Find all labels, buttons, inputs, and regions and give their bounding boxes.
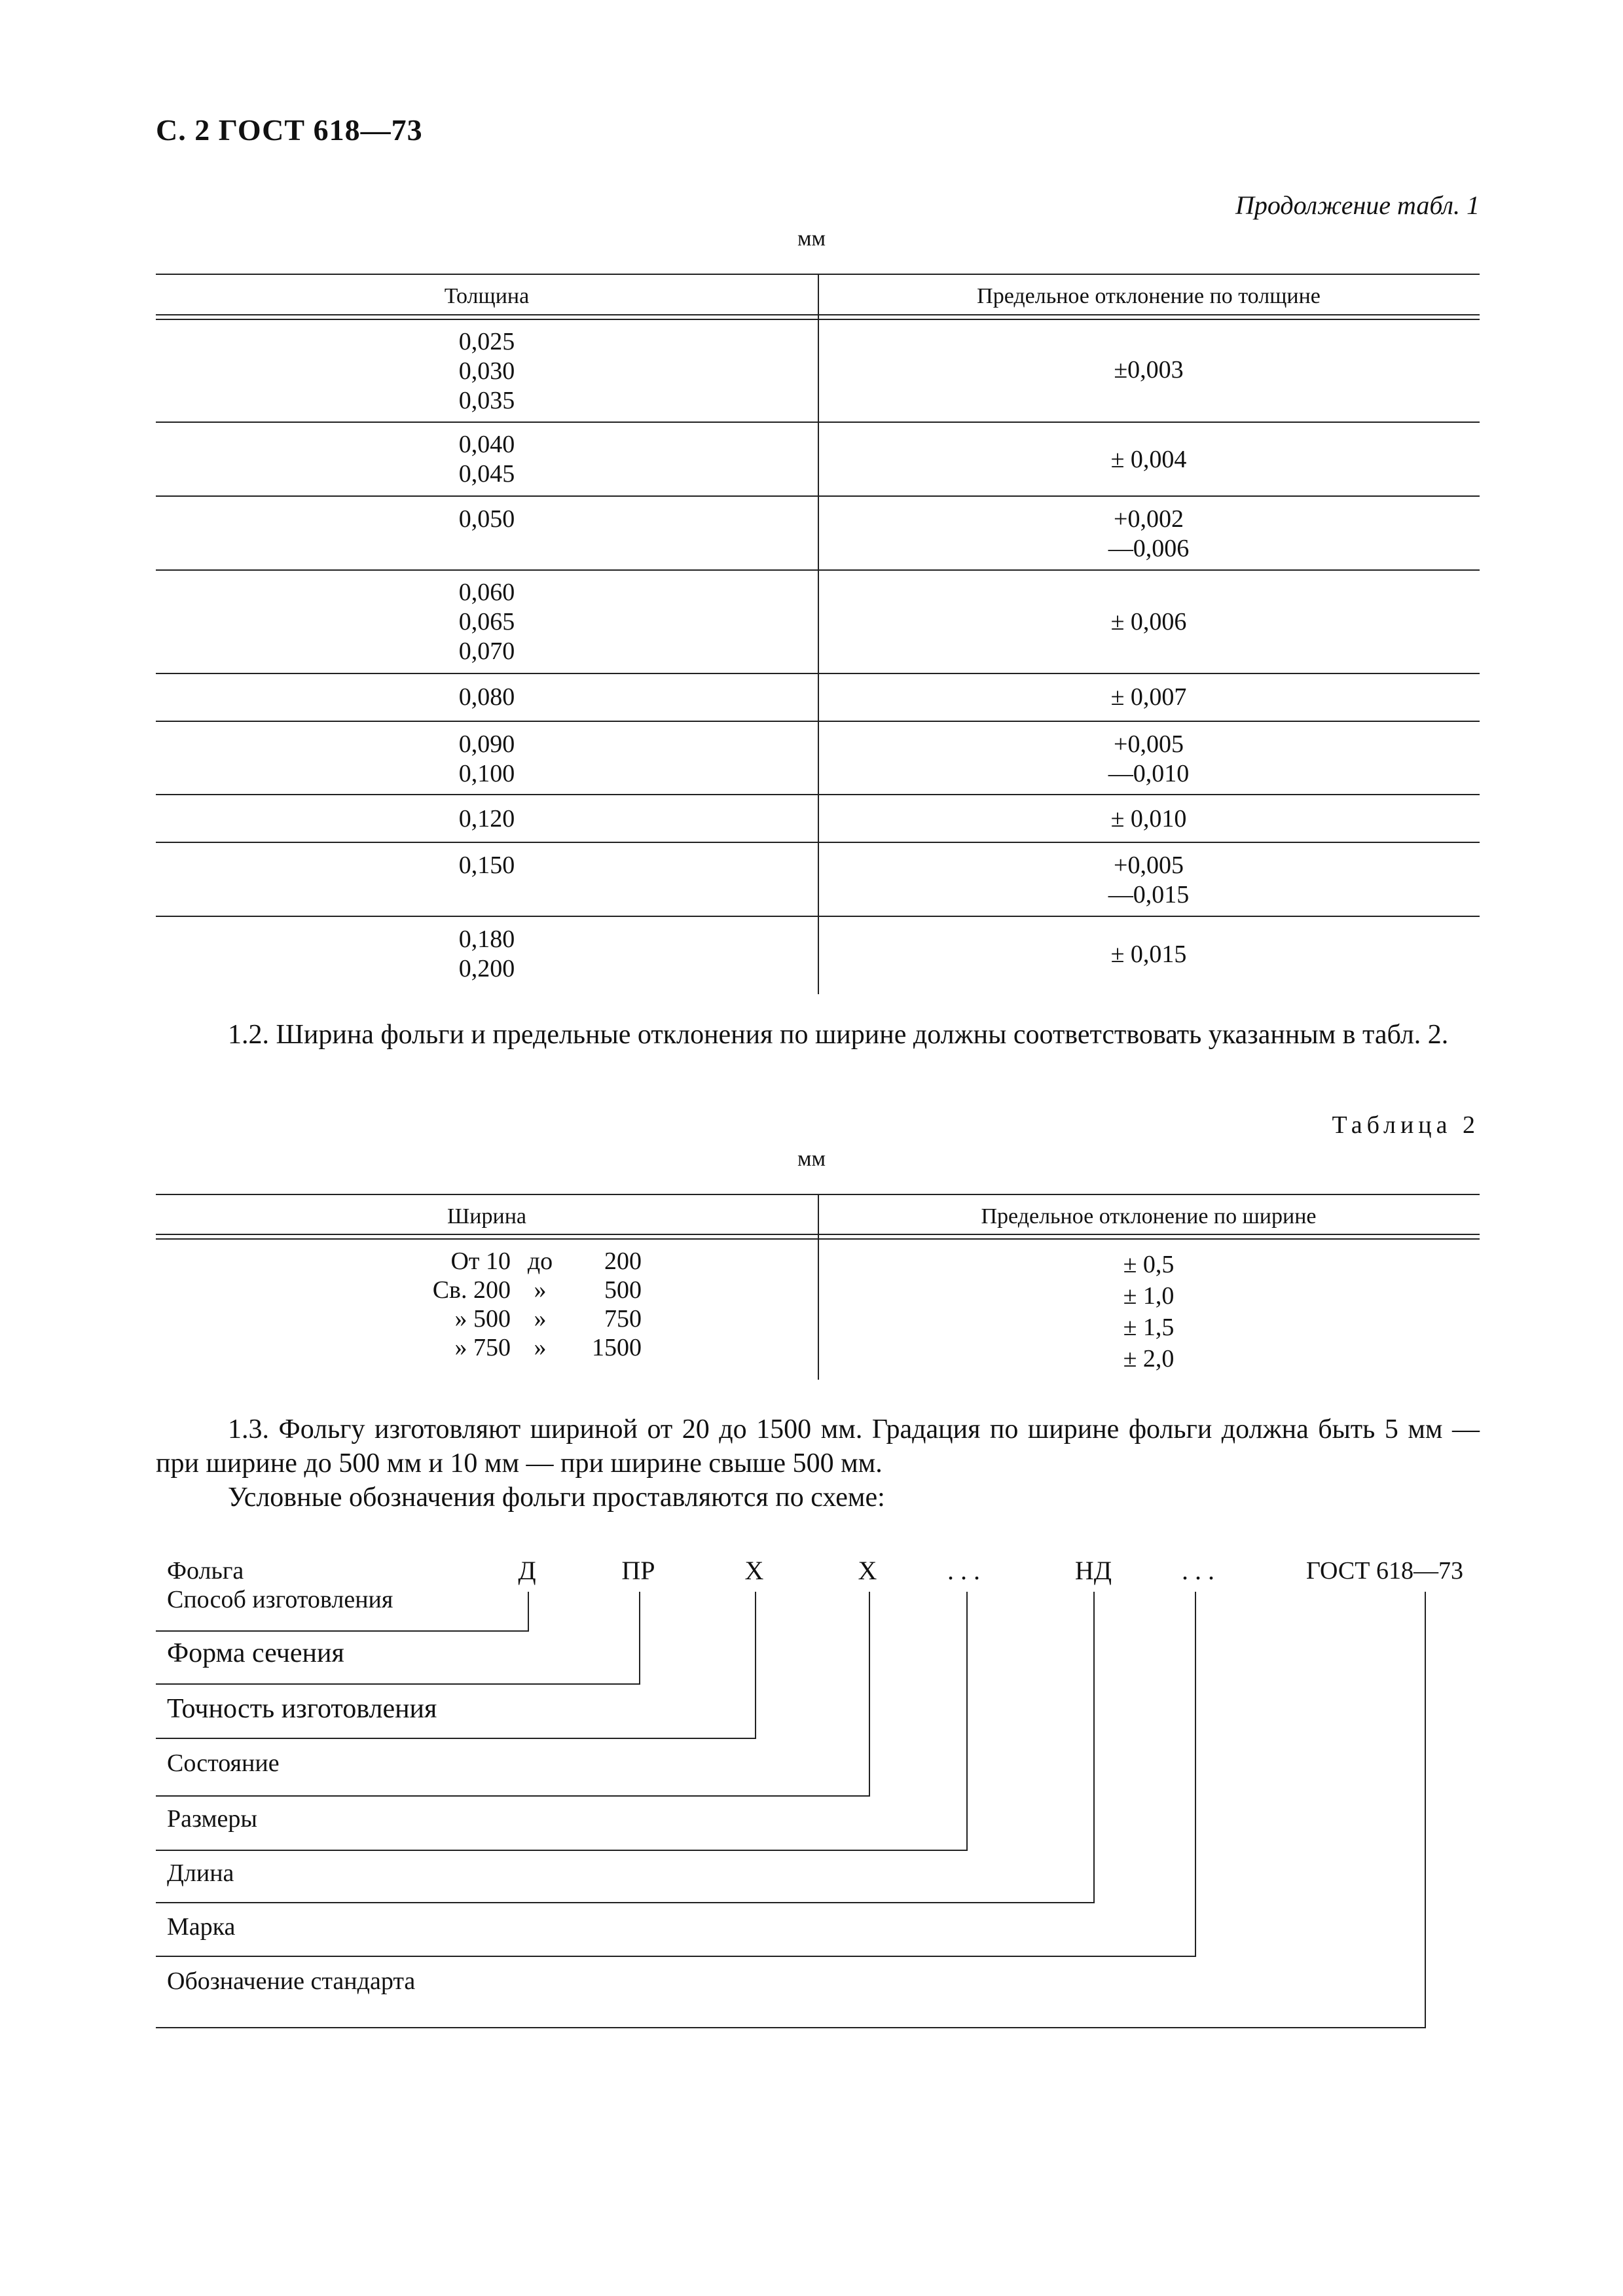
scheme-label-state: Состояние [167,1749,280,1777]
table1-row: 0,060 0,065 0,070 [458,579,515,665]
table1-deviation-cell: ± 0,010 [1110,805,1187,833]
scheme-label-standard: Обозначение стандарта [167,1967,416,1995]
table1-row: 0,040 0,045 [458,431,515,488]
table1-row: 0,080 [458,683,515,711]
table1-row: 0,120 [458,805,515,833]
table2-deviation-cells: ± 0,5 ± 1,0 ± 1,5 ± 2,0 [1123,1251,1175,1372]
scheme-code-accuracy: Х [744,1556,764,1585]
scheme-code-state: Х [858,1556,877,1585]
table1-deviation-cell: +0,005 —0,015 [1108,852,1190,908]
table1-deviation-cell: +0,005 —0,010 [1108,730,1190,787]
scheme-label-accuracy: Точность изготовления [167,1694,437,1724]
table2-width-from: От 10 Св. 200 » 500 » 750 [432,1247,511,1361]
scheme-intro: Условные обозначения фольги проставляются по схеме: [228,1482,885,1513]
table2-width-sep: до » » » [527,1247,553,1361]
table2-header-width: Ширина [447,1204,526,1229]
table1-deviation-cell: ± 0,004 [1110,446,1187,473]
table1-unit: мм [797,226,826,251]
table1-header-deviation: Предельное отклонение по толщине [977,284,1321,308]
table2-caption: Таблица 2 [1332,1111,1480,1139]
table1-row: 0,050 [458,505,515,533]
table1-row: 0,150 [458,852,515,879]
table1-deviation-cell: +0,002 —0,006 [1108,505,1190,562]
table1-caption: Продолжение табл. 1 [1235,190,1480,220]
scheme-code-standard: ГОСТ 618—73 [1306,1557,1463,1585]
scheme-label-section: Форма сечения [167,1638,344,1668]
page-header: С. 2 ГОСТ 618—73 [156,113,423,147]
paragraph-1-2: 1.2. Ширина фольги и предельные отклонения по ширине должны соответствовать указанным в табл. 2. [228,1020,1449,1050]
scheme-title: Фольга [167,1557,244,1585]
scheme-code-section: ПР [621,1556,655,1585]
scheme-code-grade: . . . [1182,1556,1214,1585]
scheme-code-length: НД [1074,1556,1112,1585]
table1-row: 0,025 0,030 0,035 [458,328,515,414]
table1-deviation-cell: ± 0,007 [1110,683,1187,711]
table1-deviation-cell: ± 0,015 [1110,941,1187,968]
table1-deviation-cell: ±0,003 [1114,356,1184,384]
scheme-label-sizes: Размеры [167,1805,257,1833]
table2-header-deviation: Предельное отклонение по ширине [981,1204,1317,1229]
scheme-code-sizes: . . . [947,1556,980,1585]
table2-width-to: 200 500 750 1500 [592,1247,642,1361]
scheme-label-method: Способ изготовления [167,1586,393,1613]
paragraph-1-3: 1.3. Фольгу изготовляют шириной от 20 до 1500 мм. Градация по ширине фольги должна быть 5 мм — при ширине до 500 мм и 10 мм — при ширине свыше 500 мм. Условные обозначения фольги проставляются по схеме: [156,1412,1480,1515]
scheme-label-length: Длина [167,1859,234,1887]
table1-row: 0,090 0,100 [458,730,515,787]
table1-deviation-cell: ± 0,006 [1110,608,1187,636]
table1-row: 0,180 0,200 [458,925,515,982]
table2-unit: мм [797,1147,826,1171]
scheme-code-method: Д [518,1556,536,1585]
table1-header-thickness: Толщина [444,284,530,308]
scheme-label-grade: Марка [167,1913,236,1941]
